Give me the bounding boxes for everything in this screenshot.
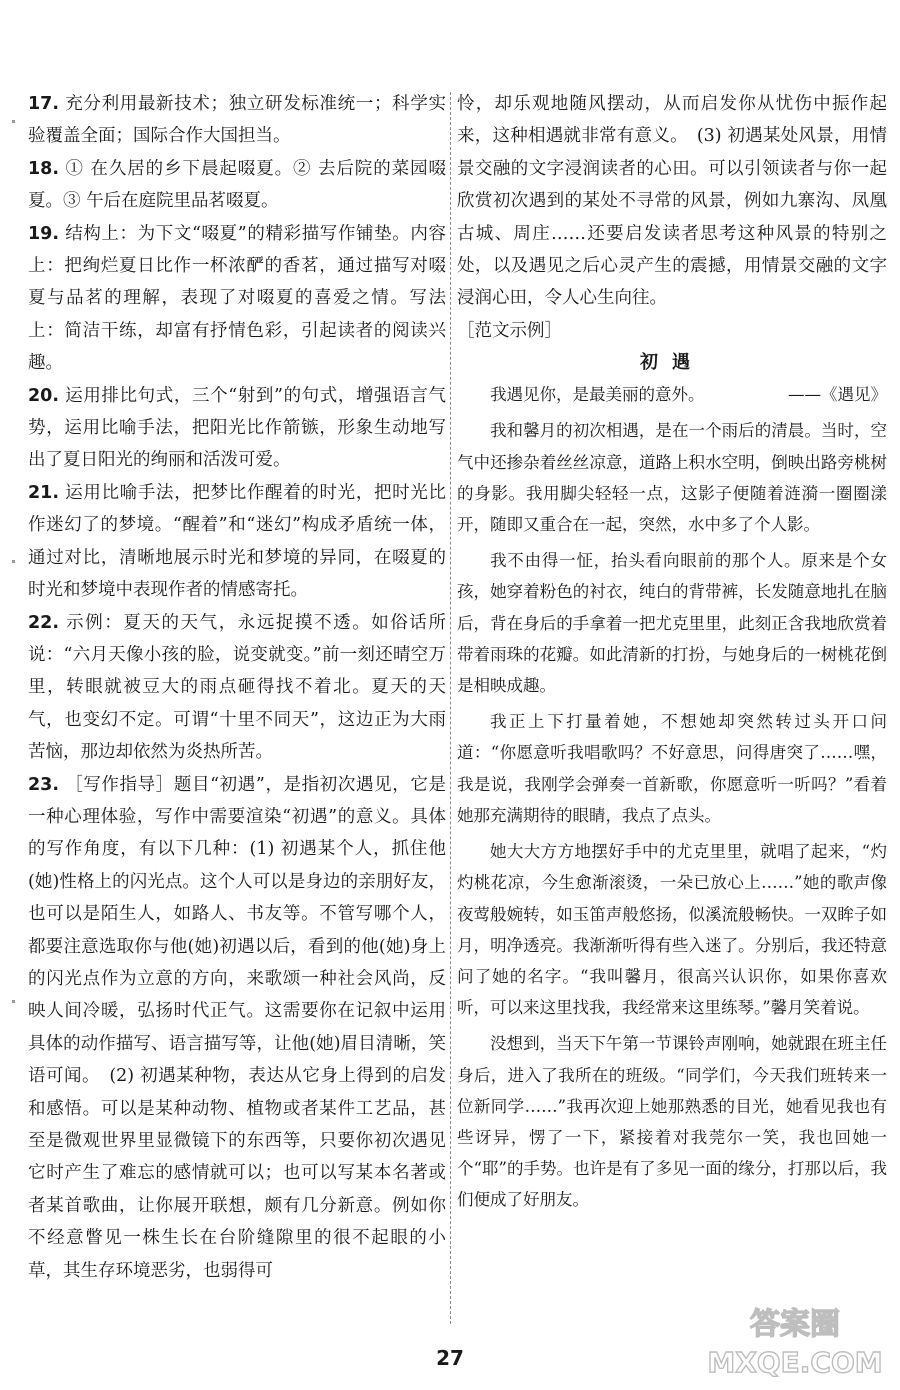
epigraph: [457, 379, 887, 410]
answer-item: [28, 607, 446, 769]
answer-item: [28, 380, 446, 477]
question-number: 22.: [28, 612, 60, 633]
writing-guidance-continuation: 怜，却乐观地随风摆动，从而启发你从忧伤中振作起来，这种相遇就非常有意义。 (3) 初遇某处风景，用情景交融的文字浸润读者的心田。可以引领读者与你一起欣赏初次遇到的某处不寻常的风景，例如九寨沟、凤凰古城、周庄……还要启发读者思考这种风景的特别之处，以及遇见之后心灵产生的震撼，用情景交融的文字浸润心田，令人心生向往。: [457, 94, 887, 309]
question-number: 20.: [28, 385, 60, 406]
essay-paragraph: 我和馨月的初次相遇，是在一个雨后的清晨。当时，空气中还掺杂着丝丝凉意，道路上积水空明，倒映出路旁桃树的身影。我用脚尖轻轻一点，这影子便随着涟漪一圈圈漾开，随即又重合在一起，突然，水中多了个人影。: [457, 421, 887, 535]
epigraph-text: 我遇见你，是最美丽的意外。: [490, 385, 705, 405]
watermark-line2: MXQE.COM: [707, 1346, 883, 1379]
answer-column-right: [457, 88, 887, 1221]
question-number: 23.: [28, 774, 60, 795]
answer-text: ① 在久居的乡下晨起啜夏。② 去后院的菜园啜夏。③ 午后在庭院里品茗啜夏。: [28, 158, 446, 212]
answer-column-left: [28, 88, 446, 1287]
answer-text: ［写作指导］题目“初遇”，是指初次遇见，它是一种心理体验，写作中需要渲染“初遇”的意义。具体的写作角度，有以下几种：(1) 初遇某个人，抓住他(她)性格上的闪光点。这个人可以是身边的亲朋好友，也可以是陌生人，如路人、书友等。不管写哪个人，都要注意选取你与他(她)初遇以后，看到的他(她)身上的闪光点作为立意的方向，来歌颂一种社会风尚，反映人间冷暖，弘扬时代正气。这需要你在记叙中运用具体的动作描写、语言描写等，让他(她)眉目清晰，笑语可闻。 (2) 初遇某种物，表达从它身上得到的启发和感悟。可以是某种动物、植物或者某件工艺品，甚至是微观世界里显微镜下的东西等，只要你初次遇见它时产生了难忘的感情就可以；也可以写某本名著或者某首歌曲，让你展开联想，颇有几分新意。例如你不经意瞥见一株生长在台阶缝隙里的很不起眼的小草，其生存环境恶劣，也弱得可: [28, 774, 446, 1281]
question-number: 21.: [28, 482, 60, 503]
margin-mark: [12, 560, 15, 563]
answer-text: 运用排比句式，三个“射到”的句式，增强语言气势，运用比喻手法，把阳光比作箭镞，形象生动地写出了夏日阳光的绚丽和活泼可爱。: [28, 385, 446, 471]
page-number: 27: [436, 1346, 464, 1370]
answer-item: [28, 218, 446, 380]
answer-text: 充分利用最新技术；独立研发标准统一；科学实验覆盖全面；国际合作大国担当。: [28, 94, 446, 147]
answer-item: [28, 153, 446, 218]
margin-mark: [12, 1000, 15, 1003]
column-divider: [450, 92, 451, 1324]
sample-essay: [457, 379, 887, 1215]
question-number: 17.: [28, 94, 60, 114]
watermark-line1: 答案圈: [750, 1307, 840, 1342]
answer-text: 结构上：为下文“啜夏”的精彩描写作铺垫。内容上：把绚烂夏日比作一杯浓酽的香茗，通过描写对啜夏与品茗的理解，表现了对啜夏的喜爱之情。写法上：简洁干练，却富有抒情色彩，引起读者的阅读兴趣。: [28, 223, 446, 374]
question-number: 18.: [28, 158, 60, 179]
essay-title: 初遇: [640, 352, 704, 374]
sample-essay-tag: ［范文示例］: [457, 320, 562, 341]
essay-paragraph: 她大大方方地摆好手中的尤克里里，就唱了起来，“灼灼桃花凉，今生愈渐滚烫，一朵已放心上……”她的歌声像夜莺般婉转，如玉笛声般悠扬，似溪流般畅快。一双眸子如月，明净透亮。我渐渐听得有些入迷了。分别后，我还特意问了她的名字。“我叫馨月，很高兴认识你，如果你喜欢听，可以来这里找我，我经常来这里练琴。”馨月笑着说。: [457, 842, 887, 1018]
answer-text: 运用比喻手法，把梦比作醒着的时光，把时光比作迷幻了的梦境。“醒着”和“迷幻”构成矛盾统一体，通过对比，清晰地展示时光和梦境的异同，在啜夏的时光和梦境中表现作者的情感寄托。: [28, 482, 446, 601]
answer-item: [28, 477, 446, 607]
essay-paragraph: 没想到，当天下午第一节课铃声刚响，她就跟在班主任身后，进入了我所在的班级。“同学们，今天我们班转来一位新同学……”我再次迎上她那熟悉的目光，她看见我也有些讶异，愣了一下，紧接着对我莞尔一笑，我也回她一个“耶”的手势。也许是有了多见一面的缘分，打那以后，我们便成了好朋友。: [457, 1034, 887, 1210]
margin-mark: [12, 120, 15, 123]
question-number: 19.: [28, 223, 60, 244]
answer-item: [28, 769, 446, 1288]
essay-paragraph: 我不由得一怔，抬头看向眼前的那个人。原来是个女孩，她穿着粉色的衬衣，纯白的背带裤，长发随意地扎在脑后，背在身后的手拿着一把尤克里里，此刻正含我地欣赏着带着雨珠的花瓣。如此清新的打扮，与她身后的一树桃花倒是相映成趣。: [457, 551, 887, 696]
essay-paragraph: 我正上下打量着她，不想她却突然转过头开口问道：“你愿意听我唱歌吗？不好意思，问得唐突了……嘿，我是说，我刚学会弹奏一首新歌，你愿意听一听吗？”看着她那充满期待的眼睛，我点了点头。: [457, 712, 887, 825]
watermark-logo: [700, 1300, 890, 1380]
epigraph-source: ——《遇见》: [788, 385, 887, 405]
answer-item: [28, 88, 446, 153]
answer-text: 示例：夏天的天气，永远捉摸不透。如俗话所说：“六月天像小孩的脸，说变就变。”前一刻还晴空万里，转眼就被豆大的雨点砸得找不着北。夏天的天气，也变幻不定。可谓“十里不同天”，这边正为大雨苦恼，那边却依然为炎热所苦。: [28, 612, 446, 763]
